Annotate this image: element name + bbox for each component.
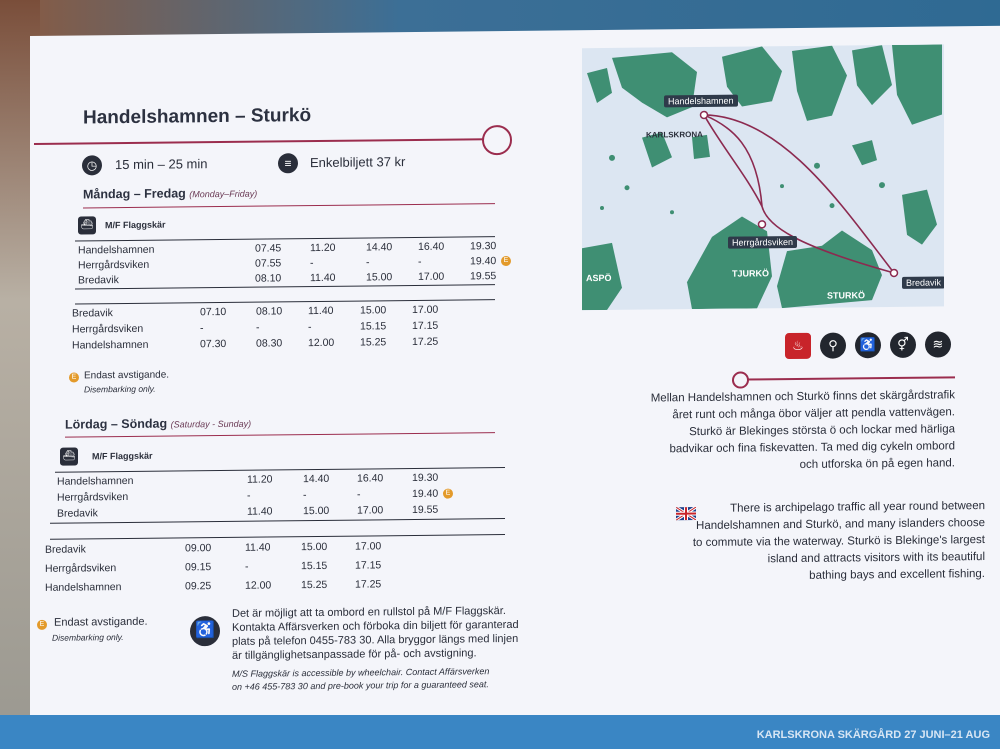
text-line: och utforska ön på egen hand. <box>799 457 955 471</box>
stop-name: Herrgårdsviken <box>72 322 144 336</box>
departure-time: - <box>247 489 251 502</box>
wheelchair-icon: ♿ <box>855 332 881 358</box>
departure-time: - <box>245 560 249 573</box>
weekday-rule <box>83 203 495 208</box>
stop-name: Handelshamnen <box>72 338 149 352</box>
weekend-divider-2 <box>50 518 505 524</box>
departure-time: 11.40 <box>245 541 271 554</box>
stop-name: Handelshamnen <box>45 581 122 594</box>
text-line: on +46 455-783 30 and pre-book your trip for a guaranteed seat. <box>232 679 489 692</box>
departure-time: 14.40 <box>303 472 330 486</box>
weekend-note-en: Disembarking only. <box>52 632 124 643</box>
departure-time: - <box>200 322 204 335</box>
departure-time: 07.45 <box>255 242 282 255</box>
weekend-note: Endast avstigande. <box>54 615 148 629</box>
weekend-heading-en: (Saturday - Sunday) <box>170 418 252 430</box>
clock-icon: ◷ <box>82 155 102 175</box>
departure-time: 15.25 <box>301 578 328 592</box>
departure-time: 15.15 <box>360 320 387 333</box>
footer-text: KARLSKRONA SKÄRGÅRD 27 JUNI–21 AUG <box>756 729 990 741</box>
departure-time: 08.30 <box>256 337 283 350</box>
text-line: Sturkö är Blekinges största ö och lockar med härliga <box>689 423 955 439</box>
duration-text: 15 min – 25 min <box>115 156 208 173</box>
departure-time: 12.00 <box>245 579 272 592</box>
departure-time: 15.00 <box>301 540 328 554</box>
text-line: Mellan Handelshamnen och Sturkö finns det skärgårdstrafik <box>650 389 955 405</box>
departure-time: 19.55 <box>470 270 497 283</box>
departure-time: 19.40 <box>412 487 439 500</box>
departure-time: 15.15 <box>301 559 328 573</box>
departure-time: 11.40 <box>308 304 334 318</box>
text-line: plats på telefon 0455-783 30. Alla bryggor längs med linjen <box>232 632 519 648</box>
stop-name: Herrgårdsviken <box>45 562 117 575</box>
departure-time: 17.00 <box>355 540 382 553</box>
weekday-note-en: Disembarking only. <box>84 383 156 395</box>
wifi-icon: ≋ <box>925 331 951 357</box>
departure-time: 19.40 <box>470 255 497 268</box>
departure-time: - <box>310 257 314 270</box>
wheelchair-icon: ♿ <box>190 616 220 646</box>
weekend-divider-3 <box>50 534 505 540</box>
departure-time: - <box>418 255 422 268</box>
weekday-heading-sv: Måndag – Fredag <box>83 186 186 202</box>
map-label-herrgardsviken: Herrgårdsviken <box>728 236 797 249</box>
weekday-note: Endast avstigande. <box>84 369 170 382</box>
departure-time: - <box>256 321 260 334</box>
stop-name: Bredavik <box>45 543 86 556</box>
departure-time: 07.30 <box>200 337 227 351</box>
departure-time: - <box>303 489 307 502</box>
departure-time: 08.10 <box>255 272 282 285</box>
ticket-price-text: Enkelbiljett 37 kr <box>310 154 406 171</box>
map-label-karlskrona: KARLSKRONA <box>646 129 703 140</box>
departure-time: 15.00 <box>303 504 330 518</box>
departure-time: 15.00 <box>360 304 387 317</box>
departure-time: 12.00 <box>308 336 335 350</box>
departure-time: - <box>308 321 312 334</box>
disembark-only-marker: E <box>69 372 79 382</box>
text-line: Handelshamnen and Sturkö, and many islanders choose <box>696 516 985 533</box>
weekend-rule <box>65 432 495 438</box>
desc-rule <box>747 376 955 380</box>
disembark-only-marker: E <box>37 620 47 630</box>
ship-icon: ⛴ <box>78 216 96 234</box>
weekday-divider-2 <box>75 284 495 289</box>
text-line: M/S Flaggskär is accessible by wheelchair. Contact Affärsverken <box>232 666 490 679</box>
departure-time: 17.15 <box>355 559 382 572</box>
departure-time: 19.30 <box>412 471 439 484</box>
stop-name: Herrgårdsviken <box>57 490 129 504</box>
departure-time: 17.25 <box>355 578 382 591</box>
departure-time: 19.30 <box>470 240 497 253</box>
departure-time: 09.15 <box>185 561 212 574</box>
restaurant-icon: ♨ <box>785 333 811 359</box>
toilet-icon: ⚥ <box>890 332 916 358</box>
departure-time: 14.40 <box>366 241 393 254</box>
title-rule <box>34 138 486 145</box>
departure-time: - <box>357 488 361 501</box>
title-rule-circle <box>482 125 512 155</box>
map-label-tjurko: TJURKÖ <box>732 268 770 279</box>
weekday-heading <box>83 186 257 202</box>
stop-name: Bredavik <box>57 507 98 520</box>
departure-time: 15.25 <box>360 336 387 349</box>
departure-time: 11.20 <box>310 241 336 255</box>
text-line: badvikar och fina fiskevatten. Ta med dig cykeln ombord <box>669 440 955 456</box>
stop-name: Bredavik <box>72 307 113 320</box>
route-map <box>582 44 944 310</box>
text-line: There is archipelago traffic all year round between <box>730 499 985 515</box>
text-line: island and attracts visitors with its beautiful <box>767 550 985 566</box>
weekday-heading-en: (Monday–Friday) <box>189 188 258 200</box>
stop-name: Bredavik <box>78 274 119 287</box>
disembark-only-marker: E <box>501 256 511 266</box>
departure-time: 11.40 <box>247 505 273 518</box>
disembark-only-marker: E <box>443 489 453 499</box>
bicycle-icon: ⚲ <box>820 332 846 358</box>
departure-time: 07.55 <box>255 257 282 270</box>
map-label-aspo: ASPÖ <box>586 272 612 284</box>
departure-time: 11.40 <box>310 271 336 285</box>
departure-time: - <box>366 256 370 269</box>
text-line: året runt och många öbor väljer att pendla vattenvägen. <box>672 406 955 422</box>
weekend-vessel: M/F Flaggskär <box>92 450 153 462</box>
departure-time: 19.55 <box>412 503 439 516</box>
text-line: är tillgänglighetsanpassade för på- och avstigning. <box>232 647 477 662</box>
page-title: Handelshamnen – Sturkö <box>83 105 312 129</box>
departure-time: 17.00 <box>357 504 384 517</box>
text-line: bathing bays and excellent fishing. <box>809 567 985 582</box>
departure-time: 17.25 <box>412 335 439 348</box>
weekend-heading-sv: Lördag – Söndag <box>65 416 168 432</box>
departure-time: 09.00 <box>185 542 212 555</box>
departure-time: 17.00 <box>418 270 445 283</box>
departure-time: 17.00 <box>412 303 439 316</box>
footer-band <box>0 715 1000 749</box>
text-line: Det är möjligt att ta ombord en rullstol på M/F Flaggskär. <box>232 605 506 620</box>
map-label-handelshamnen: Handelshamnen <box>664 95 738 108</box>
map-label-sturko: STURKÖ <box>827 290 865 301</box>
departure-time: 07.10 <box>200 305 227 319</box>
departure-time: 15.00 <box>366 271 393 284</box>
text-line: Kontakta Affärsverken och förboka din biljett för garanterad <box>232 618 519 634</box>
ship-icon: ⛴ <box>60 447 78 465</box>
departure-time: 16.40 <box>357 472 384 485</box>
departure-time: 16.40 <box>418 240 445 253</box>
map-label-bredavik: Bredavik <box>902 276 944 288</box>
departure-time: 08.10 <box>256 305 283 318</box>
departure-time: 17.15 <box>412 319 439 332</box>
timetable-page <box>30 26 1000 749</box>
text-line: to commute via the waterway. Sturkö is Blekinge's largest <box>692 533 985 550</box>
stop-name: Herrgårdsviken <box>78 258 150 272</box>
departure-time: 09.25 <box>185 580 212 593</box>
departure-time: 11.20 <box>247 473 273 486</box>
stop-name: Handelshamnen <box>78 243 155 257</box>
weekday-vessel: M/F Flaggskär <box>105 219 166 231</box>
weekend-heading <box>65 416 251 432</box>
coins-icon: ≡ <box>278 153 298 173</box>
stop-name: Handelshamnen <box>57 474 134 488</box>
